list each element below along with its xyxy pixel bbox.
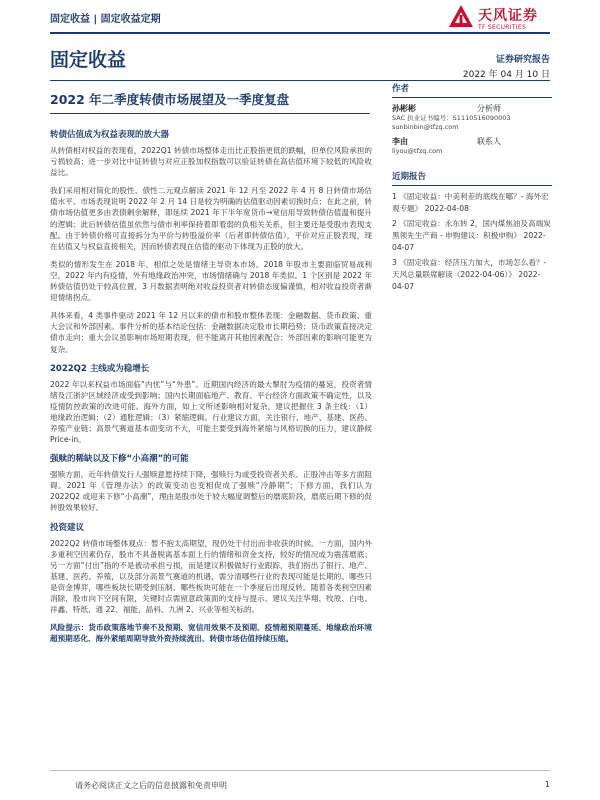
section-investment-advice	[50, 521, 372, 616]
paragraph: 2022Q2 转债市场整体观点：暂不抱太高期望，现仍处于付出而非收获的时候。一方面，国内外多重利空因素仍存，股市不具备脱离基本面上行的情绪和资金支持，较好的情况或为震荡磨底；另一方面“付出”指的不是被动承担亏损，而是建议积极做好行业跟踪，我们指出了银行、地产、基建、医药、养殖，以及部分高景气赛道的机遇，需分清哪些行业的表现可能是长期的、哪些只是资金博弈，哪些板块长期受到压制、哪些板块可能在一个季度后出现反转。随着各类利空因素消除，股市向下空间有限，关键时点需留意政策面的支持与提示。建议关注华翔、牧原、白电、祥鑫、特纸、通 22、福能、晶科、九洲 2、兴业等相关标的。	[50, 538, 372, 615]
risk-warning	[50, 622, 372, 644]
related-report-title[interactable]: 2 《固定收益：永东转 2，国内煤焦油及高端炭黑领先生产商 - 申购建议：积极申购》	[392, 219, 551, 240]
section-heading: 转债估值成为权益表现的放大器	[50, 130, 170, 140]
footer-divider	[50, 770, 550, 771]
paragraph: 2022 年以来权益市场面临“内忧”与“外患”。近期国内经济的最大掣肘为疫情的蔓延，投资者情绪及江浙沪区域经济或受到影响；国内长期面临地产、教育、平台经济方面政策不确定性，以及疫情防控政策的改进可能。海外方面，如上文所述影响相对复杂，建议把握住 3 条主线：（1）地缘政治逻辑；（2）通胀逻辑；（3）紧缩逻辑。行业建议方面，关注银行、地产、基建、医药、养殖产业链；高景气赛道基本面变动不大，可能主要受到海外紧缩与风格切换的压力，建议静候 Price-in。	[50, 379, 372, 445]
footer-disclaimer: 请务必阅读正文之后的信息披露和免责申明	[75, 781, 227, 790]
sidebar-divider	[392, 97, 552, 98]
related-report-date: 2022-04-07	[392, 231, 546, 252]
related-report-title[interactable]: 1 《固定收益：中美利差的底线在哪？- 海外宏观专题》	[392, 192, 549, 213]
company-logo	[448, 2, 558, 36]
logo-text-cn: 天风证券	[478, 8, 538, 24]
article-title: 2022 年二季度转债市场展望及一季度复盘	[50, 90, 370, 114]
related-report-date: 2022-04-07	[392, 270, 541, 291]
sidebar	[392, 78, 552, 296]
risk-text: 货币政策落地节奏不及预期、宽信用效果不及预期、疫情超预期蔓延、地缘政治环境超预期恶化、海外紧缩周期导致外资持续流出、转债市场估值持续压缩。	[50, 623, 372, 644]
author-role: 分析师	[477, 104, 501, 113]
section-mainline	[50, 362, 372, 446]
author-section-label: 作者	[392, 84, 410, 94]
report-type: 证券研究报告	[495, 55, 550, 65]
related-reports-label: 近期报告	[392, 172, 427, 182]
author-entry	[392, 136, 552, 156]
section-redemption	[50, 452, 372, 513]
author-email[interactable]: liyou@tfzq.com	[392, 147, 443, 155]
section-heading: 强赎的稀缺以及下修“小高潮”的可能	[50, 454, 189, 465]
paragraph: 从转债相对权益的表现看，2022Q1 转债市场整体走出比正股指更低的跌幅，但单位风险承担的亏损较高；进一步对比中证转债与对应正股加权指数可以验证转债在高估值环境下较低的风险收益比。	[50, 146, 372, 178]
related-report-title[interactable]: 3 《固定收益：经济压力加大，市场怎么看？- 天风总量联席解读（2022-04-06）》	[392, 258, 547, 279]
author-email[interactable]: sunbinbin@tfzq.com	[392, 123, 459, 131]
author-entry	[392, 103, 552, 132]
logo-text-en: TF SECURITIES	[478, 24, 527, 31]
breadcrumb: 固定收益 | 固定收益定期	[50, 14, 161, 25]
report-date: 2022 年 04 月 10 日	[462, 70, 550, 80]
author-role: 联系人	[477, 137, 501, 146]
paragraph: 强赎方面，近年转债发行人强赎意愿持续下降，强赎行为或受投资者关系、正股冲击等多方面阻碍。2021 年《管理办法》的政策变动也变相促成了强赎“冷静期”；下修方面，我们认为 2022Q2 或迎来下修“小高潮”，理由是股市处于较大幅度调整后的磨底阶段，磨底后期下修的促转股效果较好。	[50, 470, 372, 513]
section-heading: 2022Q2 主线或为稳增长	[50, 363, 150, 374]
related-report-item[interactable]	[392, 257, 552, 293]
risk-label: 风险提示：	[50, 623, 89, 633]
paragraph: 具体来看，4 类事件驱动 2021 年 12 月以来的债市和股市整体表现：金融数据、货币政策、重大会议和外部因素。事件分析的基本结论包括：金融数据决定股市长期趋势；货币政策直接决定债市走向；重大会议虽影响市场短期表现，但不能离开其他因素配合；外部因素的影响可能更为复杂。	[50, 311, 372, 354]
paragraph: 我们采用相对简化的股性、债性二元观点解读 2021 年 12 月至 2022 年 4 月 8 日转债市场估值水平。市场表现说明 2022 年 2 月 14 日是较为明确的估值驱动因素切换时点；在此之前，转债市场估值更多由表债剩余解释，即延续 2021 年下半年宽货币→宽信用导致转债估值温和提升的逻辑；此后转债估值虽依然与债市利率保持着即着弱的负相关关系，但主要还是受股市表现支配。由于转债价格可直接拆分为平价与转股溢价率（后者即转债估值），平价对应正股表现，现在估值又与权益直接相关，因而转债表现在估值的驱动下体现为正股的放大。	[50, 186, 372, 251]
related-report-date: 2022-04-08	[424, 204, 469, 213]
related-report-item[interactable]	[392, 191, 552, 215]
sidebar-divider	[392, 185, 552, 186]
author-name: 李由	[392, 137, 408, 146]
section-heading: 投资建议	[50, 522, 85, 533]
header-divider	[50, 32, 550, 34]
page-title: 固定收益	[50, 49, 127, 71]
logo-mark-icon	[448, 4, 474, 30]
author-license: SAC 执业证书编号：S1110516090003	[392, 114, 511, 122]
related-report-item[interactable]	[392, 218, 552, 254]
author-name: 孙彬彬	[392, 104, 416, 113]
main-content	[50, 124, 372, 651]
section-valuation	[50, 128, 372, 355]
paragraph: 类似的情形发生在 2018 年，相似之处是情绪主导资本市场。2018 年股市主要面临贸易战利空，2022 年内有疫情，外有地缘政治冲突，市场情绪确与 2018 年类似。1 个区别是 2022 年转债估值仍处于较高位置，3 月数据表明绝对收益投资者对转债态度偏谨慎，相对收益投资者渐迎情绪拐点。	[50, 259, 372, 303]
page-number: 1	[544, 780, 550, 789]
